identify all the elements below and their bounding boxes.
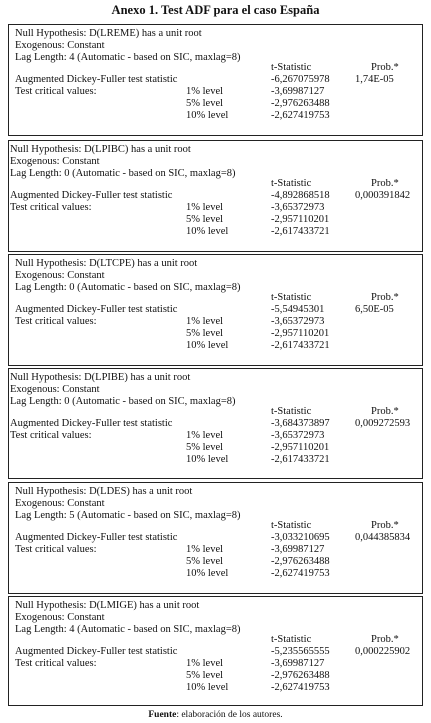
lag-length-line: Lag Length: 0 (Automatic - based on SIC, maxlag=8): [15, 282, 241, 293]
critical-values-label: Test critical values:: [15, 658, 97, 669]
critical-value: -2,617433721: [271, 454, 330, 465]
critical-level-label: 10% level: [186, 682, 229, 693]
prob-header: Prob.*: [371, 178, 399, 189]
prob-header: Prob.*: [371, 406, 399, 417]
prob-header: Prob.*: [371, 520, 399, 531]
lag-length-line: Lag Length: 4 (Automatic - based on SIC, maxlag=8): [15, 52, 241, 63]
critical-level-label: 1% level: [186, 316, 224, 327]
critical-value: -2,617433721: [271, 340, 330, 351]
prob-value: 6,50E-05: [355, 304, 394, 315]
t-statistic-header: t-Statistic: [271, 520, 312, 531]
critical-values-label: Test critical values:: [10, 202, 92, 213]
critical-level-label: 10% level: [186, 110, 229, 121]
lag-length-line: Lag Length: 0 (Automatic - based on SIC, maxlag=8): [10, 168, 236, 179]
source-text: : elaboración de los autores.: [176, 710, 283, 720]
t-statistic-header: t-Statistic: [271, 634, 312, 645]
adf-label: Augmented Dickey-Fuller test statistic: [15, 646, 178, 657]
adf-panel: [8, 24, 423, 136]
adf-panel: [8, 140, 423, 252]
exogenous-line: Exogenous: Constant: [10, 156, 100, 167]
critical-level-label: 10% level: [186, 226, 229, 237]
critical-level-label: 5% level: [186, 556, 224, 567]
adf-value: -3,033210695: [271, 532, 330, 543]
null-hypothesis: Null Hypothesis: D(LREME) has a unit root: [15, 28, 202, 39]
prob-header: Prob.*: [371, 62, 399, 73]
null-hypothesis: Null Hypothesis: D(LTCPE) has a unit root: [15, 258, 198, 269]
critical-level-label: 1% level: [186, 86, 224, 97]
adf-value: -4,892868518: [271, 190, 330, 201]
critical-value: -2,976263488: [271, 556, 330, 567]
prob-header: Prob.*: [371, 634, 399, 645]
lag-length-line: Lag Length: 5 (Automatic - based on SIC, maxlag=8): [15, 510, 241, 521]
critical-value: -2,976263488: [271, 670, 330, 681]
adf-value: -5,235565555: [271, 646, 330, 657]
prob-value: 0,000391842: [355, 190, 411, 201]
null-hypothesis: Null Hypothesis: D(LMIGE) has a unit root: [15, 600, 200, 611]
critical-level-label: 5% level: [186, 214, 224, 225]
lag-length-line: Lag Length: 0 (Automatic - based on SIC, maxlag=8): [10, 396, 236, 407]
lag-length-line: Lag Length: 4 (Automatic - based on SIC, maxlag=8): [15, 624, 241, 635]
adf-value: -5,54945301: [271, 304, 325, 315]
critical-level-label: 5% level: [186, 442, 224, 453]
critical-value: -2,627419753: [271, 682, 330, 693]
exogenous-line: Exogenous: Constant: [15, 40, 105, 51]
critical-level-label: 10% level: [186, 340, 229, 351]
critical-value: -2,957110201: [271, 442, 330, 453]
adf-panel: [8, 482, 423, 594]
prob-value: 0,044385834: [355, 532, 411, 543]
adf-panel: [8, 368, 423, 479]
critical-value: -2,957110201: [271, 214, 330, 225]
t-statistic-header: t-Statistic: [271, 178, 312, 189]
adf-value: -6,267075978: [271, 74, 330, 85]
prob-value: 1,74E-05: [355, 74, 394, 85]
adf-panel: [8, 596, 423, 706]
adf-label: Augmented Dickey-Fuller test statistic: [15, 532, 178, 543]
exogenous-line: Exogenous: Constant: [10, 384, 100, 395]
critical-level-label: 5% level: [186, 98, 224, 109]
prob-value: 0,009272593: [355, 418, 411, 429]
t-statistic-header: t-Statistic: [271, 62, 312, 73]
critical-values-label: Test critical values:: [15, 86, 97, 97]
t-statistic-header: t-Statistic: [271, 406, 312, 417]
exogenous-line: Exogenous: Constant: [15, 498, 105, 509]
document-title: Anexo 1. Test ADF para el caso España: [111, 3, 320, 17]
adf-label: Augmented Dickey-Fuller test statistic: [15, 304, 178, 315]
critical-level-label: 5% level: [186, 670, 224, 681]
null-hypothesis: Null Hypothesis: D(LPIBE) has a unit root: [10, 372, 191, 383]
exogenous-line: Exogenous: Constant: [15, 612, 105, 623]
critical-value: -3,65372973: [271, 316, 325, 327]
critical-level-label: 5% level: [186, 328, 224, 339]
t-statistic-header: t-Statistic: [271, 292, 312, 303]
adf-panel: [8, 254, 423, 366]
adf-label: Augmented Dickey-Fuller test statistic: [10, 190, 173, 201]
critical-value: -3,69987127: [271, 544, 325, 555]
critical-value: -2,617433721: [271, 226, 330, 237]
prob-value: 0,000225902: [355, 646, 411, 657]
source-note: [0, 710, 431, 720]
critical-value: -2,976263488: [271, 98, 330, 109]
critical-level-label: 1% level: [186, 544, 224, 555]
adf-label: Augmented Dickey-Fuller test statistic: [15, 74, 178, 85]
critical-value: -2,957110201: [271, 328, 330, 339]
null-hypothesis: Null Hypothesis: D(LDES) has a unit root: [15, 486, 193, 497]
source-label: Fuente: [148, 710, 177, 720]
critical-value: -3,65372973: [271, 202, 325, 213]
prob-header: Prob.*: [371, 292, 399, 303]
critical-value: -3,69987127: [271, 86, 325, 97]
critical-level-label: 1% level: [186, 430, 224, 441]
critical-values-label: Test critical values:: [15, 316, 97, 327]
adf-value: -3,684373897: [271, 418, 330, 429]
critical-level-label: 10% level: [186, 454, 229, 465]
critical-value: -2,627419753: [271, 568, 330, 579]
critical-value: -3,69987127: [271, 658, 325, 669]
critical-level-label: 1% level: [186, 658, 224, 669]
critical-values-label: Test critical values:: [15, 544, 97, 555]
critical-value: -3,65372973: [271, 430, 325, 441]
critical-values-label: Test critical values:: [10, 430, 92, 441]
null-hypothesis: Null Hypothesis: D(LPIBC) has a unit root: [10, 144, 191, 155]
exogenous-line: Exogenous: Constant: [15, 270, 105, 281]
adf-label: Augmented Dickey-Fuller test statistic: [10, 418, 173, 429]
critical-level-label: 1% level: [186, 202, 224, 213]
critical-value: -2,627419753: [271, 110, 330, 121]
critical-level-label: 10% level: [186, 568, 229, 579]
